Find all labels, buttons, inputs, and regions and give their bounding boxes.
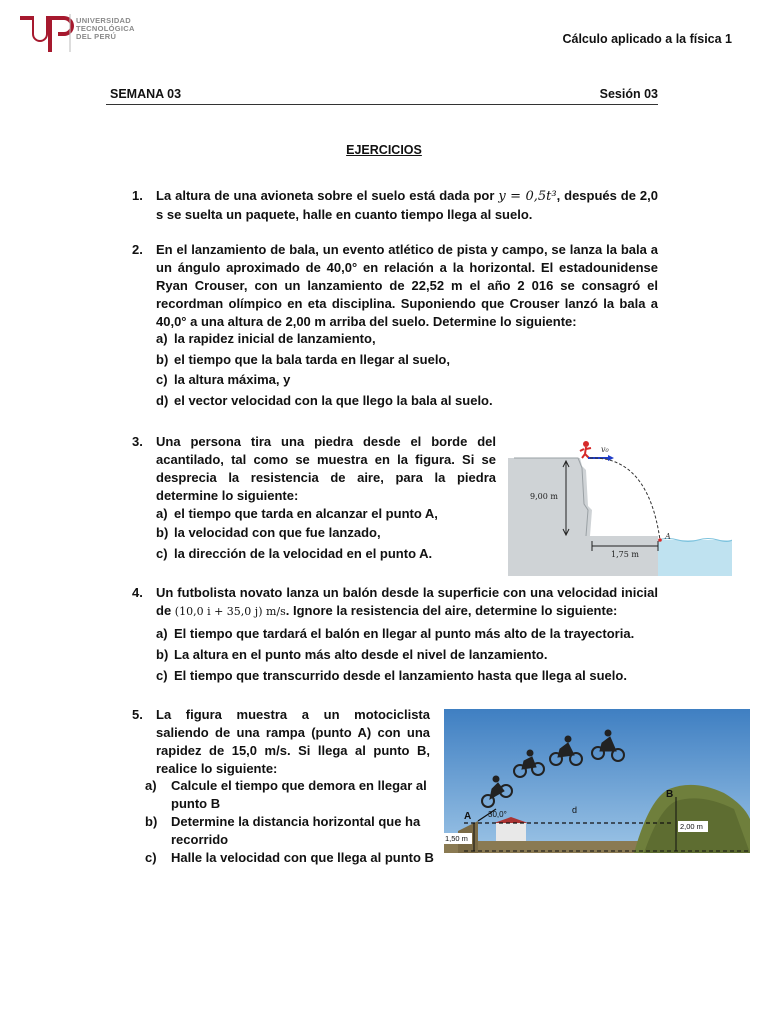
header-divider	[106, 104, 658, 105]
exercise-3-number: 3.	[132, 434, 143, 449]
distance-label: d	[572, 805, 578, 815]
page-title: EJERCICIOS	[346, 143, 422, 157]
university-line-1: UNIVERSIDAD	[76, 16, 131, 25]
velocity-vector: (10,0 i + 35,0 j) m/s	[174, 605, 286, 618]
exercise-2-number: 2.	[132, 242, 143, 257]
exercise-3-item-b: b) la velocidad con que fue lanzado,	[156, 525, 381, 540]
exercise-5-item-a: a) Calcule el tiempo que demora en llegar al punto B	[145, 778, 427, 811]
motorcycle-figure	[444, 709, 750, 853]
height-b-label: 2,00 m	[680, 822, 703, 831]
exercise-1-number: 1.	[132, 188, 143, 203]
university-line-2: TECNOLÓGICA	[76, 24, 135, 33]
exercise-2-item-c: c) la altura máxima, y	[156, 372, 291, 387]
exercise-4-pre: Un futbolista novato lanza un balón desde la superficie con una velocidad inicial de	[156, 585, 658, 618]
distance-label: 1,75 m	[611, 550, 639, 559]
exercise-4-item-b: b) La altura en el punto más alto desde el nivel de lanzamiento.	[156, 647, 548, 662]
exercise-1-post: , después de 2,0 s se suelta un paquete, halle en cuanto tiempo llega al suelo.	[156, 188, 658, 222]
exercise-1-text	[156, 187, 658, 224]
exercise-3-item-a: a) el tiempo que tarda en alcanzar el punto A,	[156, 506, 438, 521]
point-a-label: A	[464, 811, 472, 822]
point-b-label: B	[666, 789, 674, 800]
university-name	[76, 17, 135, 41]
exercise-1-pre: La altura de una avioneta sobre el suelo está dada por	[156, 188, 499, 203]
cliff-figure	[508, 436, 732, 576]
exercise-5-text: La figura muestra a un motociclista saliendo de una rampa (punto A) con una rapidez de 15,0 m/s. Si llega al punto B, realice lo siguiente:	[156, 707, 430, 776]
height-a-label: 1,50 m	[445, 834, 468, 843]
course-title: Cálculo aplicado a la física 1	[562, 32, 732, 46]
exercise-5-item-b: b) Determine la distancia horizontal que ha recorrido	[145, 814, 421, 847]
height-label: 9,00 m	[530, 492, 558, 501]
exercise-2-item-b: b) el tiempo que la bala tarda en llegar al suelo,	[156, 352, 450, 367]
exercise-4-item-c: c) El tiempo que transcurrido desde el lanzamiento hasta que llega al suelo.	[156, 668, 627, 683]
exercise-4-number: 4.	[132, 585, 143, 600]
university-line-3: DEL PERÚ	[76, 32, 117, 41]
velocity-label: v₀	[601, 445, 609, 454]
exercise-2-text: En el lanzamiento de bala, un evento atlético de pista y campo, se lanza la bala a un ángulo aproximado de 40,0° en relación a la horizontal. El estadounidense Ryan Crouser, con un lanzamiento de 22,52 m el año 2 016 se consagró el recordman olímpico en eta disciplina. Suponiendo que Crouser lanzó la bala a 40,0° a una altura de 2,00 m arriba del suelo. Determine lo siguiente:	[156, 242, 658, 329]
session-label: Sesión 03	[599, 87, 658, 101]
exercise-2-item-d: d) el vector velocidad con la que llego la bala al suelo.	[156, 393, 493, 408]
exercise-3-text: Una persona tira una piedra desde el borde del acantilado, tal como se muestra en la figura. Si se desprecia la resistencia de aire, para la piedra determine lo siguiente:	[156, 434, 496, 503]
exercise-3-item-c: c) la dirección de la velocidad en el punto A.	[156, 546, 433, 561]
week-label: SEMANA 03	[110, 87, 182, 101]
exercise-5-number: 5.	[132, 707, 143, 722]
angle-label: 30,0°	[488, 810, 507, 819]
exercise-5-item-c: c) Halle la velocidad con que llega al punto B	[145, 850, 434, 865]
exercise-2-item-a: a) la rapidez inicial de lanzamiento,	[156, 331, 376, 346]
point-a-label: A	[665, 532, 671, 541]
exercise-4-text	[156, 584, 658, 621]
exercise-1-formula: y = 0,5t³	[498, 189, 557, 204]
exercise-4-item-a: a) El tiempo que tardará el balón en llegar al punto más alto de la trayectoria.	[156, 626, 635, 641]
exercise-4-post: . Ignore la resistencia del aire, determine lo siguiente:	[285, 603, 618, 618]
